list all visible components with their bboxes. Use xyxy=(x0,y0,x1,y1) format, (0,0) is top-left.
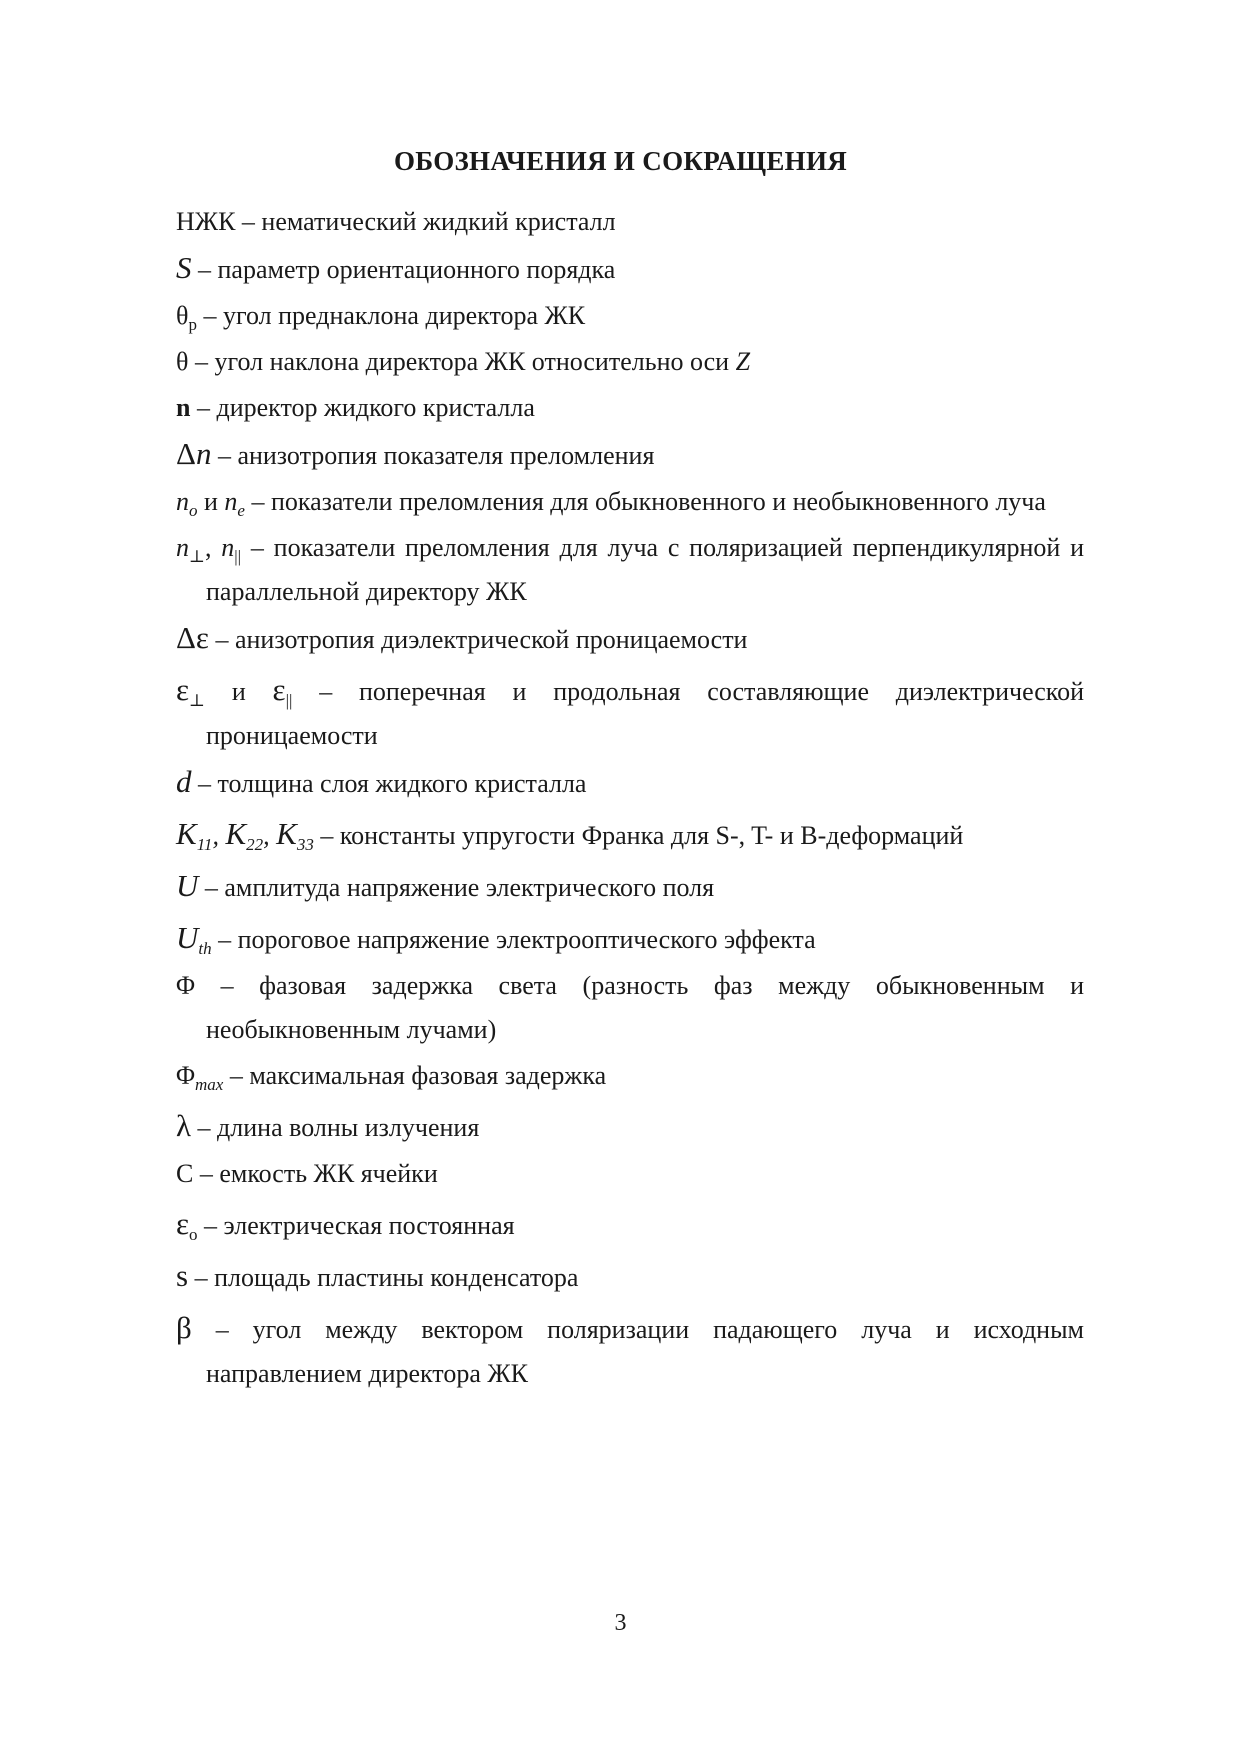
symbol: U xyxy=(176,868,199,903)
definition: – фазовая задержка света (разность фаз между обыкновенным и необыкновенным лучами) xyxy=(206,971,1085,1044)
symbol-separator: , xyxy=(205,533,212,562)
definition: – пороговое напряжение электрооптического эффекта xyxy=(218,925,816,954)
symbol-subscript: ⊥ xyxy=(189,691,206,710)
list-item xyxy=(176,964,1084,1052)
definition: – толщина слоя жидкого кристалла xyxy=(198,769,587,798)
page-number: 3 xyxy=(614,1610,627,1636)
definition: – параметр ориентационного порядка xyxy=(198,255,616,284)
symbol-subscript: || xyxy=(234,547,242,566)
list-item xyxy=(176,246,1084,292)
definition: – показатели преломления для луча с поляризацией перпендикулярной и параллельной директору ЖК xyxy=(206,533,1084,606)
symbol-subscript: ⊥ xyxy=(189,547,205,566)
symbol: n xyxy=(224,487,238,516)
definition: – емкость ЖК ячейки xyxy=(199,1159,438,1188)
page-title: ОБОЗНАЧЕНИЯ И СОКРАЩЕНИЯ xyxy=(393,146,848,176)
symbol: n xyxy=(176,393,191,422)
symbol: ε xyxy=(176,1206,190,1241)
list-item xyxy=(176,432,1084,478)
list-item xyxy=(176,1254,1084,1300)
definition: – максимальная фазовая задержка xyxy=(229,1061,607,1090)
definition: – константы упругости Франка для S-, T- и B-деформаций xyxy=(320,821,964,850)
symbol: C xyxy=(176,1159,194,1188)
symbol: НЖК xyxy=(176,207,236,236)
list-item xyxy=(176,1306,1084,1396)
list-item xyxy=(176,526,1084,614)
symbol-subscript: p xyxy=(188,315,197,334)
list-item xyxy=(176,668,1084,758)
symbol: n xyxy=(221,533,235,562)
symbol: K xyxy=(276,816,297,851)
symbol-conjunction: и xyxy=(231,677,246,706)
symbol: Φ xyxy=(176,1061,196,1090)
symbol: s xyxy=(176,1258,189,1293)
list-item xyxy=(176,1054,1084,1098)
definition: – угол преднаклона директора ЖК xyxy=(203,301,586,330)
symbol: Φ xyxy=(176,971,196,1000)
definition: – анизотропия показателя преломления xyxy=(217,441,655,470)
list-item xyxy=(176,294,1084,338)
definition: – анизотропия диэлектрической проницаемости xyxy=(215,625,748,654)
list-item xyxy=(176,616,1084,662)
symbol: n xyxy=(176,487,189,516)
symbol: θ xyxy=(176,347,189,376)
list-item xyxy=(176,916,1084,962)
symbol: U xyxy=(176,920,199,955)
symbol: θ xyxy=(176,301,189,330)
definition: – длина волны излучения xyxy=(197,1113,480,1142)
list-item xyxy=(176,760,1084,806)
symbol: β xyxy=(176,1310,192,1345)
definition: – электрическая постоянная xyxy=(204,1211,515,1240)
list-item xyxy=(176,480,1084,524)
symbol: K xyxy=(176,816,197,851)
symbol: ε xyxy=(176,672,190,707)
symbol-conjunction: и xyxy=(204,487,218,516)
definition: – показатели преломления для обыкновенного и необыкновенного луча xyxy=(251,487,1046,516)
definition: – площадь пластины конденсатора xyxy=(194,1263,579,1292)
axis-symbol: Z xyxy=(735,347,751,376)
symbol-subscript: 33 xyxy=(296,835,314,854)
list-item xyxy=(176,1152,1084,1196)
list-item xyxy=(176,864,1084,910)
list-item xyxy=(176,1104,1084,1150)
symbol: n xyxy=(195,436,212,471)
list-item xyxy=(176,200,1084,244)
abbreviation-list xyxy=(176,200,1084,1398)
list-item xyxy=(176,386,1084,430)
symbol-subscript: || xyxy=(285,691,293,710)
list-item: $K_{11}$, $K_{22}$, $K_{33}$ – константы упругости Франка для S-, T- и B-деформаций xyxy=(176,816,964,854)
symbol-subscript: o xyxy=(189,1225,198,1244)
definition: – директор жидкого кристалла xyxy=(196,393,535,422)
definition: – угол наклона директора ЖК относительно оси xyxy=(194,347,730,376)
definition: – нематический жидкий кристалл xyxy=(241,207,616,236)
symbol-subscript: 11 xyxy=(196,835,213,854)
symbol: K xyxy=(225,816,247,851)
symbol-subscript: max xyxy=(195,1075,224,1094)
symbol: n xyxy=(176,533,189,562)
symbol: d xyxy=(176,764,192,799)
symbol-subscript: e xyxy=(237,501,245,520)
list-item xyxy=(176,340,1084,384)
symbol: ε xyxy=(272,672,286,707)
definition: – поперечная и продольная составляющие диэлектрической проницаемости xyxy=(206,677,1085,750)
symbol-subscript: th xyxy=(198,939,212,958)
symbol-prefix: Δ xyxy=(176,436,196,471)
symbol: S xyxy=(176,250,192,285)
symbol: λ xyxy=(176,1108,192,1143)
definition: – амплитуда напряжение электрического поля xyxy=(204,873,715,902)
definition: – угол между вектором поляризации падающего луча и исходным направлением директора ЖК xyxy=(206,1315,1085,1388)
list-item xyxy=(176,1202,1084,1248)
symbol-subscript: 22 xyxy=(246,835,264,854)
symbol: Δε xyxy=(176,620,209,655)
symbol-subscript: o xyxy=(189,501,198,520)
